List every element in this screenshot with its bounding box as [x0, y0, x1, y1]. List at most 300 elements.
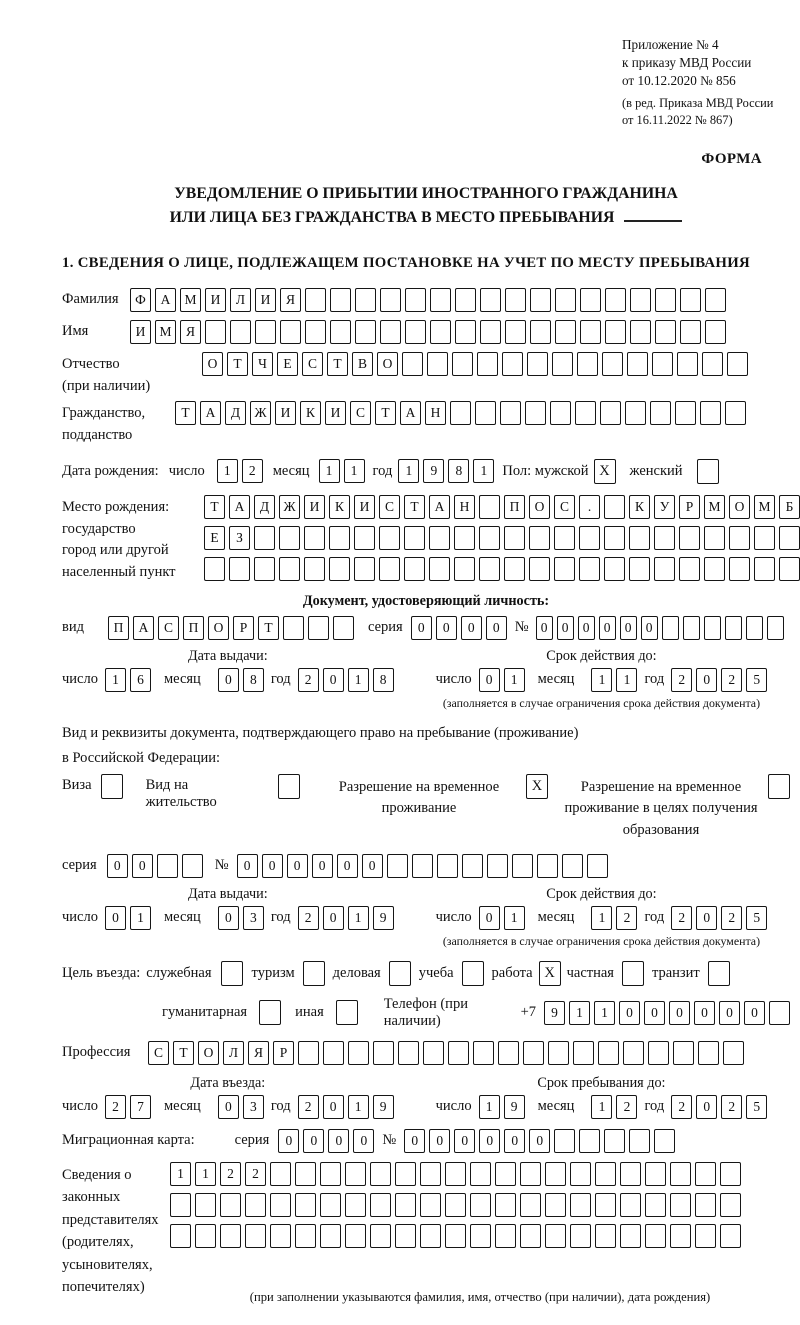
char-cell	[387, 854, 408, 878]
char-cell	[604, 495, 625, 519]
char-cell	[629, 1129, 650, 1153]
month-label: месяц	[163, 1098, 201, 1115]
char-cell: 5	[746, 1095, 767, 1119]
char-cell: С	[148, 1041, 169, 1065]
char-cell	[725, 401, 746, 425]
char-cell: Ф	[130, 288, 151, 312]
char-cell	[423, 1041, 444, 1065]
char-cell	[695, 1193, 716, 1217]
char-cell	[354, 557, 375, 581]
char-cell	[654, 1129, 675, 1153]
temp-residence-education-checkbox	[768, 774, 790, 799]
purpose-tourism-label: туризм	[251, 964, 295, 981]
char-cell	[380, 288, 401, 312]
sex-female-label: женский	[629, 462, 683, 479]
day-label: число	[435, 671, 472, 688]
citizenship-label: Гражданство, подданство	[62, 405, 146, 444]
char-cell	[645, 1193, 666, 1217]
char-cell	[577, 352, 598, 376]
char-cell: Т	[204, 495, 225, 519]
profession-label: Профессия	[62, 1044, 131, 1061]
char-cell	[550, 401, 571, 425]
char-cell: 1	[130, 906, 151, 930]
char-cell: 0	[461, 616, 482, 640]
char-cell: 9	[544, 1001, 565, 1025]
char-cell: 0	[696, 906, 717, 930]
char-cell	[545, 1193, 566, 1217]
char-cell	[554, 557, 575, 581]
char-cell	[500, 401, 521, 425]
char-cell	[450, 401, 471, 425]
char-cell	[348, 1041, 369, 1065]
representatives-note: (при заполнении указываются фамилия, имя, отчество (при наличии), дата рождения)	[249, 1289, 711, 1304]
char-cell	[470, 1162, 491, 1186]
char-cell	[754, 557, 775, 581]
char-cell	[575, 401, 596, 425]
char-cell: 9	[504, 1095, 525, 1119]
char-cell	[675, 401, 696, 425]
char-cell	[629, 526, 650, 550]
char-cell: 0	[328, 1129, 349, 1153]
birth-year-label: год	[372, 462, 393, 479]
char-cell	[487, 854, 508, 878]
char-cell	[345, 1193, 366, 1217]
purpose-study-label: учеба	[418, 964, 454, 981]
month-cells	[218, 1095, 264, 1119]
char-cell: 0	[696, 668, 717, 692]
char-cell	[245, 1193, 266, 1217]
char-cell	[320, 1193, 341, 1217]
birth-place-row-1	[204, 495, 800, 519]
char-cell	[602, 352, 623, 376]
char-cell	[295, 1224, 316, 1248]
char-cell	[279, 526, 300, 550]
char-cell	[280, 320, 301, 344]
residence-permit-checkbox	[278, 774, 300, 799]
annex-amendment-line-2: от 16.11.2022 № 867)	[622, 112, 733, 127]
valid-date-note: (заполняется в случае ограничения срока действия документа)	[442, 695, 761, 710]
option-visa	[62, 774, 123, 799]
char-cell	[670, 1224, 691, 1248]
char-cell	[573, 1041, 594, 1065]
char-cell	[662, 616, 679, 640]
char-cell	[562, 854, 583, 878]
char-cell	[448, 1041, 469, 1065]
migration-card-number-cells	[404, 1129, 675, 1153]
char-cell	[345, 1224, 366, 1248]
year-cells	[298, 668, 394, 692]
char-cell	[604, 557, 625, 581]
char-cell	[720, 1162, 741, 1186]
char-cell	[529, 557, 550, 581]
char-cell: 0	[669, 1001, 690, 1025]
char-cell: 1	[348, 1095, 369, 1119]
purpose-other-label: иная	[295, 1004, 324, 1021]
char-cell	[729, 526, 750, 550]
option-residence-permit	[146, 774, 300, 811]
char-cell	[304, 557, 325, 581]
char-cell: О	[208, 616, 229, 640]
char-cell	[473, 1041, 494, 1065]
char-cell: 2	[671, 668, 692, 692]
char-cell	[329, 557, 350, 581]
char-cell	[502, 352, 523, 376]
char-cell: И	[275, 401, 296, 425]
char-cell: Т	[227, 352, 248, 376]
day-label: число	[62, 671, 98, 688]
char-cell	[645, 1162, 666, 1186]
temp-residence-label: Разрешение на временное проживание	[338, 778, 500, 817]
entry-date-group	[62, 1075, 394, 1119]
char-cell	[402, 352, 423, 376]
char-cell	[767, 616, 784, 640]
visa-label: Виза	[62, 776, 92, 793]
char-cell: 2	[671, 1095, 692, 1119]
char-cell	[645, 1224, 666, 1248]
char-cell: Р	[233, 616, 254, 640]
char-cell	[595, 1162, 616, 1186]
residence-doc-series-row	[62, 854, 790, 878]
char-cell	[677, 352, 698, 376]
valid-date-heading: Срок действия до:	[546, 647, 657, 664]
char-cell	[182, 854, 203, 878]
char-cell: Т	[404, 495, 425, 519]
day-cells	[479, 906, 525, 930]
surname-cells	[130, 288, 726, 312]
year-cells	[298, 1095, 394, 1119]
char-cell	[270, 1193, 291, 1217]
char-cell	[705, 320, 726, 344]
char-cell	[398, 1041, 419, 1065]
char-cell	[505, 320, 526, 344]
char-cell	[157, 854, 178, 878]
identity-doc-series-cells	[411, 616, 507, 640]
char-cell: 2	[245, 1162, 266, 1186]
purpose-transit-checkbox	[708, 961, 730, 986]
char-cell	[670, 1193, 691, 1217]
char-cell: Е	[277, 352, 298, 376]
char-cell	[504, 557, 525, 581]
birth-day-cells	[217, 459, 263, 483]
char-cell: 2	[721, 1095, 742, 1119]
char-cell: С	[350, 401, 371, 425]
year-cells	[298, 906, 394, 930]
purpose-humanitarian-checkbox	[259, 1000, 281, 1025]
char-cell: 1	[348, 906, 369, 930]
char-cell	[220, 1224, 241, 1248]
char-cell: 0	[557, 616, 574, 640]
char-cell	[555, 320, 576, 344]
residence-doc-valid-date	[436, 886, 768, 949]
char-cell	[520, 1224, 541, 1248]
char-cell: 1	[105, 668, 126, 692]
char-cell: 9	[423, 459, 444, 483]
char-cell: 0	[436, 616, 457, 640]
char-cell	[330, 288, 351, 312]
purpose-commercial-label: деловая	[332, 964, 381, 981]
char-cell	[604, 526, 625, 550]
char-cell	[170, 1193, 191, 1217]
char-cell: 1	[569, 1001, 590, 1025]
residence-doc-intro-line-1: Вид и реквизиты документа, подтверждающего право на пребывание (проживание)	[62, 724, 579, 741]
day-cells	[105, 906, 151, 930]
char-cell: Я	[248, 1041, 269, 1065]
char-cell	[405, 320, 426, 344]
char-cell	[498, 1041, 519, 1065]
char-cell	[480, 288, 501, 312]
char-cell: 1	[398, 459, 419, 483]
char-cell: 0	[479, 1129, 500, 1153]
char-cell	[648, 1041, 669, 1065]
char-cell	[479, 526, 500, 550]
month-label: месяц	[537, 909, 575, 926]
purpose-other-checkbox	[336, 1000, 358, 1025]
char-cell: И	[205, 288, 226, 312]
char-cell	[605, 288, 626, 312]
char-cell	[523, 1041, 544, 1065]
char-cell: Е	[204, 526, 225, 550]
visa-checkbox	[101, 774, 123, 799]
identity-doc-heading: Документ, удостоверяющий личность:	[302, 592, 550, 609]
char-cell	[355, 288, 376, 312]
char-cell: 0	[362, 854, 383, 878]
identity-doc-series-label: серия	[367, 619, 403, 636]
purpose-humanitarian-label: гуманитарная	[162, 1004, 248, 1021]
patronymic-cells	[202, 352, 748, 376]
purpose-study-checkbox	[462, 961, 484, 986]
day-label: число	[435, 1098, 472, 1115]
char-cell	[704, 557, 725, 581]
char-cell: П	[108, 616, 129, 640]
char-cell: 8	[373, 668, 394, 692]
char-cell	[420, 1162, 441, 1186]
char-cell: А	[400, 401, 421, 425]
char-cell	[698, 1041, 719, 1065]
char-cell	[530, 320, 551, 344]
char-cell: З	[229, 526, 250, 550]
birth-month-cells	[319, 459, 365, 483]
char-cell	[455, 320, 476, 344]
char-cell	[395, 1224, 416, 1248]
char-cell: О	[529, 495, 550, 519]
residence-doc-number-label: №	[214, 857, 229, 874]
char-cell	[725, 616, 742, 640]
char-cell	[504, 526, 525, 550]
char-cell: А	[155, 288, 176, 312]
char-cell: О	[202, 352, 223, 376]
given-name-label: Имя	[62, 322, 89, 339]
annex-line-2: к приказу МВД России	[622, 55, 752, 71]
char-cell: 0	[323, 906, 344, 930]
year-label: год	[644, 1098, 665, 1115]
char-cell	[279, 557, 300, 581]
char-cell	[746, 616, 763, 640]
identity-doc-kind-label: вид	[62, 619, 84, 636]
identity-doc-valid-date	[436, 648, 768, 711]
birth-day-label: число	[168, 462, 205, 479]
char-cell: 2	[242, 459, 263, 483]
purpose-business-label: служебная	[146, 964, 212, 981]
sex-male-checkbox: X	[594, 459, 616, 484]
migration-card-label: Миграционная карта:	[62, 1132, 195, 1149]
char-cell	[627, 352, 648, 376]
char-cell: 0	[479, 668, 500, 692]
char-cell	[308, 616, 329, 640]
char-cell	[373, 1041, 394, 1065]
char-cell: Т	[327, 352, 348, 376]
char-cell: П	[183, 616, 204, 640]
char-cell	[370, 1224, 391, 1248]
char-cell	[395, 1193, 416, 1217]
char-cell	[320, 1162, 341, 1186]
purpose-work-checkbox: X	[539, 961, 561, 986]
char-cell: 5	[746, 906, 767, 930]
char-cell: Р	[273, 1041, 294, 1065]
profession-cells	[148, 1041, 744, 1065]
option-temp-residence	[321, 774, 548, 821]
char-cell	[570, 1162, 591, 1186]
year-label: год	[644, 909, 665, 926]
char-cell: 0	[105, 906, 126, 930]
char-cell: И	[130, 320, 151, 344]
char-cell: Н	[454, 495, 475, 519]
char-cell	[673, 1041, 694, 1065]
char-cell: 2	[298, 668, 319, 692]
char-cell: Т	[258, 616, 279, 640]
char-cell	[554, 1129, 575, 1153]
char-cell	[195, 1193, 216, 1217]
entry-dates	[62, 1075, 790, 1119]
residence-doc-options	[62, 774, 790, 842]
char-cell: 0	[529, 1129, 550, 1153]
char-cell: Р	[679, 495, 700, 519]
char-cell	[650, 401, 671, 425]
char-cell	[445, 1224, 466, 1248]
char-cell: И	[354, 495, 375, 519]
char-cell	[320, 1224, 341, 1248]
option-temp-residence-education	[563, 774, 790, 842]
char-cell	[652, 352, 673, 376]
char-cell: А	[229, 495, 250, 519]
char-cell: 0	[107, 854, 128, 878]
char-cell: 1	[594, 1001, 615, 1025]
char-cell	[330, 320, 351, 344]
phone-cells	[544, 1001, 790, 1025]
char-cell	[454, 526, 475, 550]
char-cell: 8	[243, 668, 264, 692]
char-cell	[579, 557, 600, 581]
char-cell	[495, 1193, 516, 1217]
sex-male-label: Пол: мужской	[502, 462, 589, 479]
char-cell	[379, 557, 400, 581]
char-cell: С	[158, 616, 179, 640]
migration-card-row	[62, 1129, 790, 1153]
char-cell: А	[133, 616, 154, 640]
month-label: месяц	[163, 909, 201, 926]
char-cell	[405, 288, 426, 312]
char-cell: 2	[105, 1095, 126, 1119]
char-cell	[779, 526, 800, 550]
residence-doc-series-cells	[107, 854, 203, 878]
char-cell	[520, 1193, 541, 1217]
char-cell	[620, 1193, 641, 1217]
char-cell: 0	[278, 1129, 299, 1153]
residence-permit-label: Вид на жительство	[145, 776, 217, 810]
char-cell	[170, 1224, 191, 1248]
day-cells	[105, 668, 151, 692]
char-cell	[323, 1041, 344, 1065]
char-cell: В	[352, 352, 373, 376]
month-cells	[591, 668, 637, 692]
char-cell	[333, 616, 354, 640]
char-cell	[354, 526, 375, 550]
char-cell: 0	[599, 616, 616, 640]
day-cells	[105, 1095, 151, 1119]
char-cell	[630, 288, 651, 312]
birth-date-label: Дата рождения:	[62, 462, 159, 479]
annex-line-1: Приложение № 4	[622, 37, 719, 52]
char-cell: 0	[578, 616, 595, 640]
char-cell	[629, 557, 650, 581]
char-cell	[702, 352, 723, 376]
identity-doc-issue-date	[62, 648, 394, 692]
char-cell: П	[504, 495, 525, 519]
char-cell	[720, 1193, 741, 1217]
char-cell	[230, 320, 251, 344]
char-cell	[445, 1162, 466, 1186]
char-cell: Ж	[279, 495, 300, 519]
char-cell: 1	[344, 459, 365, 483]
char-cell: А	[429, 495, 450, 519]
char-cell	[620, 1162, 641, 1186]
char-cell: 2	[616, 906, 637, 930]
char-cell	[595, 1224, 616, 1248]
char-cell	[479, 495, 500, 519]
char-cell: .	[579, 495, 600, 519]
char-cell: 0	[719, 1001, 740, 1025]
valid-date-note: (заполняется в случае ограничения срока действия документа)	[442, 933, 761, 948]
char-cell: 0	[218, 1095, 239, 1119]
form-label: ФОРМА	[701, 150, 762, 167]
char-cell: О	[377, 352, 398, 376]
residence-doc-number-cells	[237, 854, 608, 878]
char-cell: 2	[721, 906, 742, 930]
char-cell: М	[155, 320, 176, 344]
char-cell: 5	[746, 668, 767, 692]
surname-label: Фамилия	[62, 290, 119, 307]
char-cell: Л	[230, 288, 251, 312]
char-cell: 0	[353, 1129, 374, 1153]
char-cell	[679, 557, 700, 581]
migration-card-series-label: серия	[234, 1132, 270, 1149]
char-cell	[520, 1162, 541, 1186]
char-cell: 0	[486, 616, 507, 640]
char-cell: Ч	[252, 352, 273, 376]
char-cell: 0	[694, 1001, 715, 1025]
char-cell: 0	[454, 1129, 475, 1153]
char-cell	[537, 854, 558, 878]
char-cell	[455, 288, 476, 312]
char-cell: 1	[348, 668, 369, 692]
char-cell	[229, 557, 250, 581]
char-cell	[580, 320, 601, 344]
char-cell	[623, 1041, 644, 1065]
birth-place-block	[62, 495, 794, 584]
year-cells	[671, 1095, 767, 1119]
char-cell: 9	[373, 1095, 394, 1119]
form-title-line-1: УВЕДОМЛЕНИЕ О ПРИБЫТИИ ИНОСТРАННОГО ГРАЖДАНИНА	[174, 184, 678, 202]
char-cell: О	[729, 495, 750, 519]
